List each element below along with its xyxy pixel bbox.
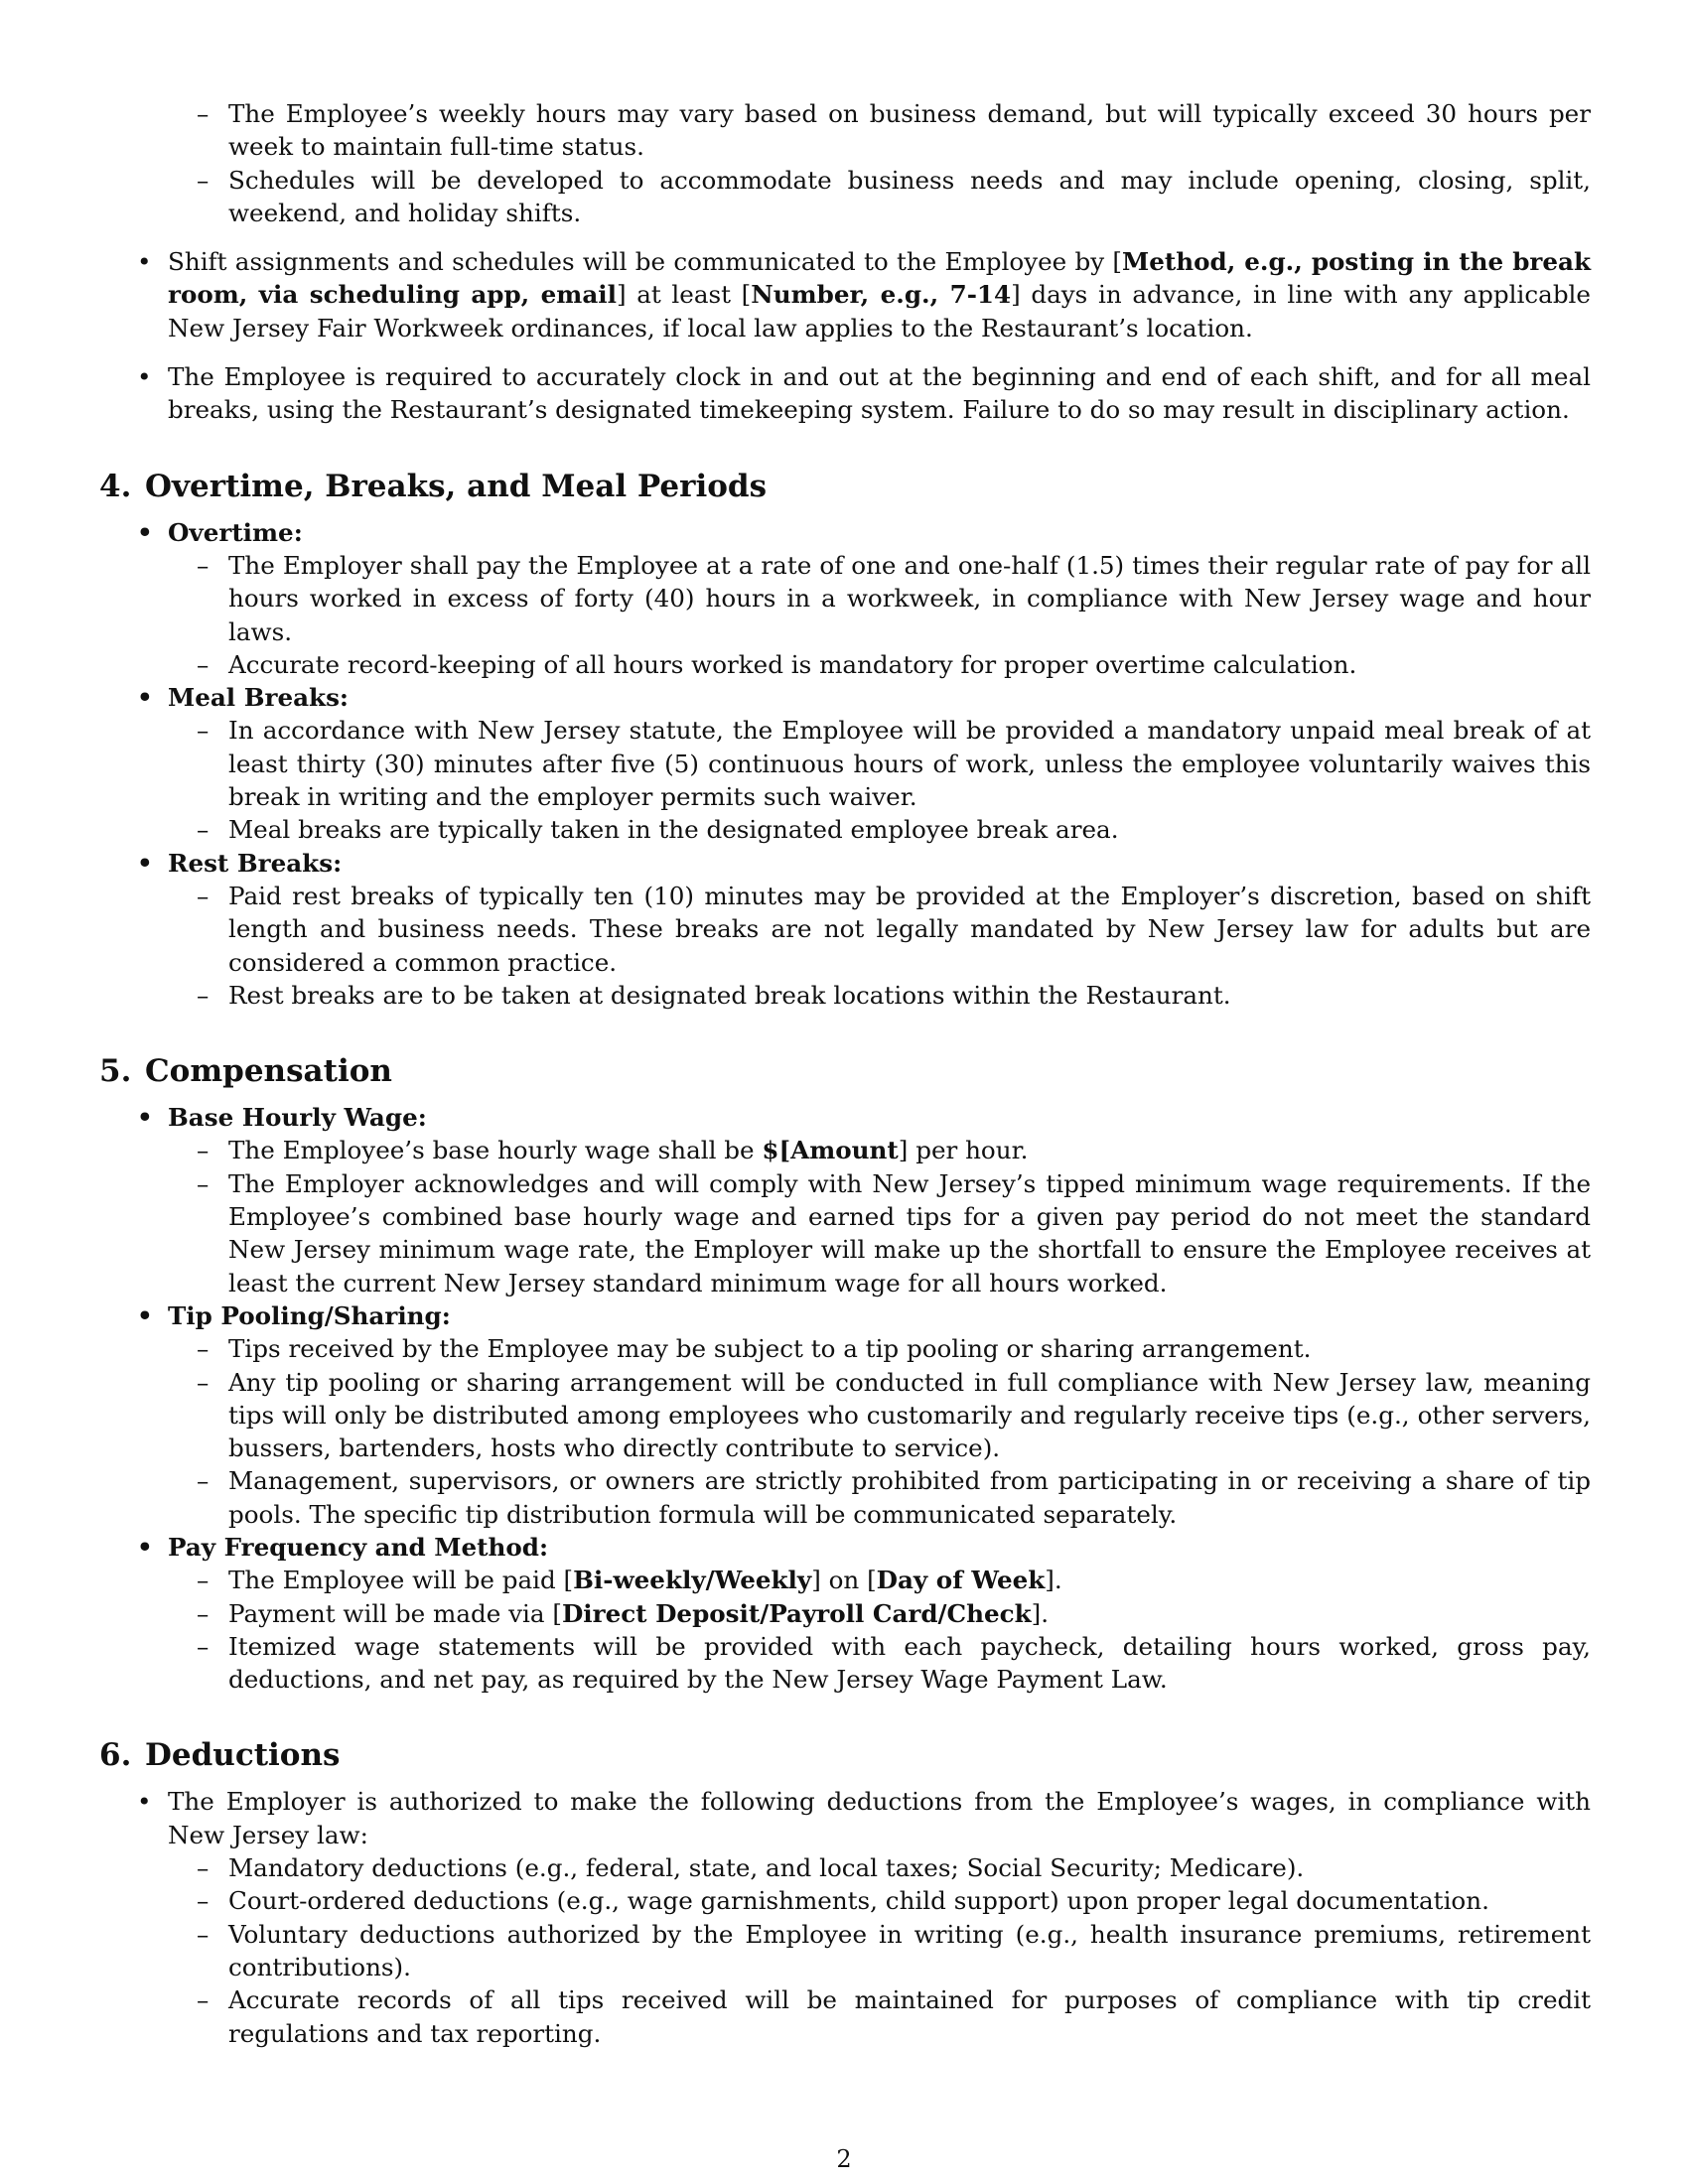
list-item-text: ]. [1031,1598,1050,1628]
list-item-text: Any tip pooling or sharing arrangement will be conducted in full compliance with New Jersey law, meaning tips will only be distributed among employees who customarily and regularly receive tips (e.g., other servers, bussers, bartenders, hosts who directly contribute to service). [228,1367,1591,1463]
subsection-label: Pay Frequency and Method: [168,1532,549,1562]
list-item [99,97,1591,164]
section-title: Compensation [145,1053,392,1090]
list-item [99,813,1591,846]
section-number: 6. [99,1737,132,1774]
list-item-text: Accurate record-keeping of all hours worked is mandatory for proper overtime calculation. [228,649,1357,679]
list-item-text: ] at least [ [616,280,752,310]
list-item-text: Voluntary deductions authorized by the Employee in writing (e.g., health insurance premiums, retirement contributions). [228,1919,1591,1981]
list-item-text: Accurate records of all tips received will be maintained for purposes of compliance with tip credit regulations and tax reporting. [228,1985,1591,2048]
list-item-text: Tips received by the Employee may be subject to a tip pooling or sharing arrangement. [228,1334,1312,1364]
list-item [99,1531,1591,1564]
list-item [99,1983,1591,2050]
section-number: 5. [99,1053,132,1090]
list-item-text: Payment will be made via [ [228,1598,562,1628]
list-item [99,847,1591,880]
list-item [99,360,1591,427]
subsection-label: Overtime: [168,517,303,547]
subsection-label: Base Hourly Wage: [168,1103,427,1133]
placeholder-field: Bi-weekly/Weekly [573,1566,812,1595]
list-item [99,1332,1591,1365]
list-item-text: Mandatory deductions (e.g., federal, state, and local taxes; Social Security; Medicare). [228,1853,1305,1883]
list-item-text: The Employer shall pay the Employee at a rate of one and one-half (1.5) times their regular rate of pay for all hours worked in excess of forty (40) hours in a workweek, in compliance with New Jersey wage and hour laws. [228,550,1591,646]
list-item-text: The Employee’s weekly hours may vary based on business demand, but will typically exceed 30 hours per week to maintain full-time status. [228,99,1591,162]
list-item-text: Schedules will be developed to accommodate business needs and may include opening, closing, split, weekend, and holiday shifts. [228,165,1591,227]
list-item [99,1918,1591,1984]
list-item-text: Court-ordered deductions (e.g., wage garnishments, child support) upon proper legal documentation. [228,1886,1489,1916]
list-item-text: Rest breaks are to be taken at designated break locations within the Restaurant. [228,980,1231,1010]
subsection-label: Rest Breaks: [168,848,343,878]
list-item-text: ] days in advance, in line with any applicable New Jersey Fair Workweek ordinances, if local law applies to the Restaurant’s location. [168,280,1591,342]
list-item-text: Paid rest breaks of typically ten (10) minutes may be provided at the Employer’s discretion, based on shift length and business needs. These breaks are not legally mandated by New Jersey law for adults but are considered a common practice. [228,881,1591,977]
list-item [99,681,1591,714]
section-number: 4. [99,468,132,504]
list-item-text: Meal breaks are typically taken in the designated employee break area. [228,815,1119,845]
list-item [99,1101,1591,1134]
placeholder-field: Method, e.g., posting in the break room, via scheduling app, email [168,247,1591,310]
list-item [99,880,1591,979]
list-item [99,1884,1591,1917]
list-item-text: The Employee’s base hourly wage shall be [228,1136,763,1165]
list-item-text: Shift assignments and schedules will be communicated to the Employee by [ [168,247,1122,277]
list-item-text: ] per hour. [898,1136,1029,1165]
list-item-text: Itemized wage statements will be provided with each paycheck, detailing hours worked, gross pay, deductions, and net pay, as required by the New Jersey Wage Payment Law. [228,1631,1591,1695]
list-item [99,979,1591,1012]
placeholder-field: Direct Deposit/Payroll Card/Check [561,1598,1032,1628]
list-item-text: The Employee is required to accurately clock in and out at the beginning and end of each shift, and for all meal breaks, using the Restaurant’s designated timekeeping system. Failure to do so may result in disciplinary action. [168,362,1591,425]
section-title: Deductions [145,1737,341,1774]
list-item [99,1464,1591,1531]
list-item [99,516,1591,549]
list-item [99,164,1591,230]
subsection-label: Meal Breaks: [168,683,350,713]
placeholder-field: $[Amount [762,1136,899,1165]
subsection-label: Tip Pooling/Sharing: [168,1300,451,1330]
list-item [99,1167,1591,1299]
list-item [99,648,1591,681]
page-number: 2 [836,2145,852,2173]
placeholder-field: Number, e.g., 7-14 [751,280,1012,310]
section-heading [99,1051,1591,1091]
list-item [99,1597,1591,1630]
list-item [99,245,1591,344]
list-item [99,714,1591,813]
list-item [99,1564,1591,1596]
list-item-text: Management, supervisors, or owners are strictly prohibited from participating in or receiving a share of tip pools. The specific tip distribution formula will be communicated separately. [228,1466,1591,1529]
list-item-text: ] on [ [811,1566,877,1595]
list-item-text: The Employee will be paid [ [228,1566,574,1595]
list-item [99,1785,1591,1851]
list-item-text: ]. [1045,1566,1062,1595]
placeholder-field: Day of Week [876,1566,1046,1595]
list-item [99,1366,1591,1465]
section-title: Overtime, Breaks, and Meal Periods [145,468,768,504]
list-item [99,1851,1591,1884]
list-item [99,1299,1591,1332]
list-item [99,549,1591,648]
list-item-text: The Employer acknowledges and will comply with New Jersey’s tipped minimum wage requirements. If the Employee’s combined base hourly wage and earned tips for a given pay period do not meet the standard New Jersey minimum wage rate, the Employer will make up the shortfall to ensure the Employee receives at least the current New Jersey standard minimum wage for all hours worked. [228,1168,1591,1297]
section-heading [99,1735,1591,1775]
list-item [99,1630,1591,1697]
list-item [99,1134,1591,1166]
section-heading [99,467,1591,506]
list-item-text: In accordance with New Jersey statute, the Employee will be provided a mandatory unpaid meal break of at least thirty (30) minutes after five (5) continuous hours of work, unless the employee voluntarily waives this break in writing and the employer permits such waiver. [228,716,1591,812]
document-body [99,97,1591,2050]
list-item-text: The Employer is authorized to make the following deductions from the Employee’s wages, in compliance with New Jersey law: [168,1787,1591,1849]
